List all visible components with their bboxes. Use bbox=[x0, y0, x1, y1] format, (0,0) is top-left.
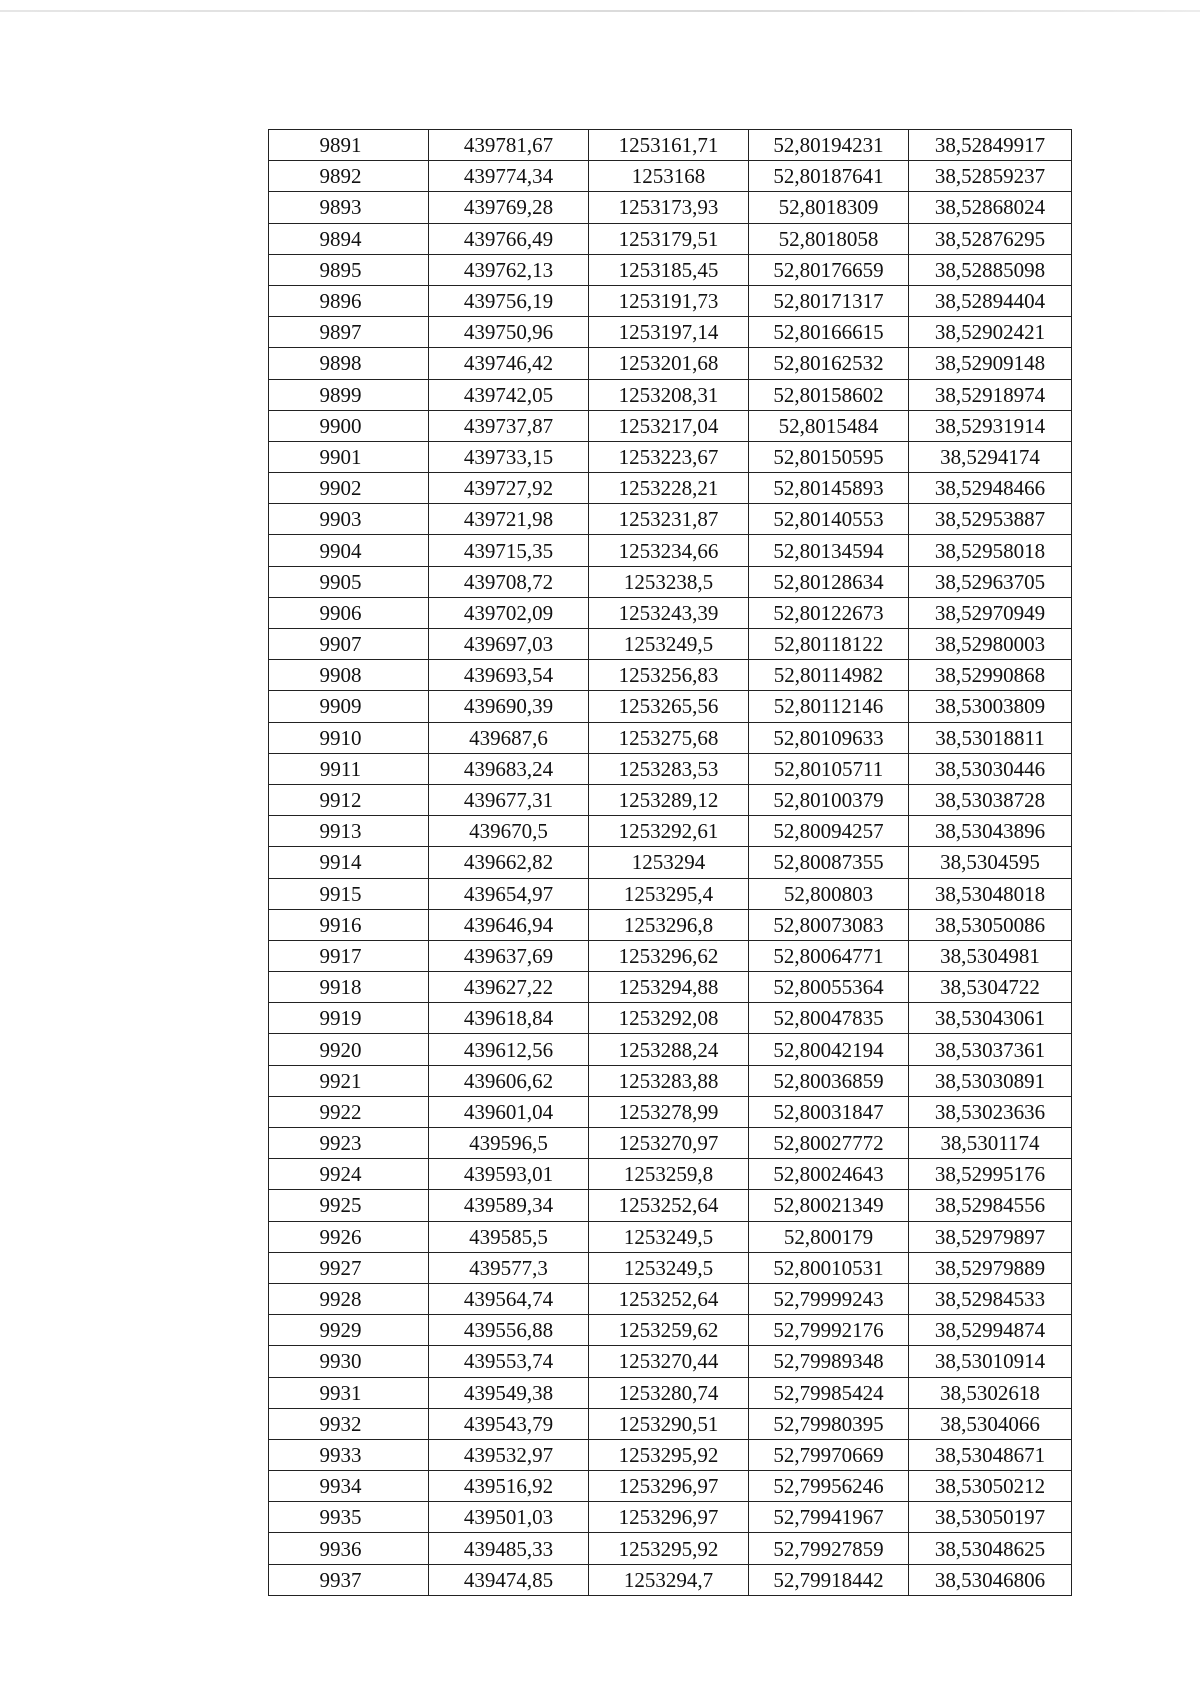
point-number-cell: 9937 bbox=[269, 1564, 429, 1595]
y-coordinate-cell: 1253270,97 bbox=[589, 1128, 749, 1159]
longitude-cell: 38,53050212 bbox=[909, 1471, 1072, 1502]
point-number-cell: 9922 bbox=[269, 1096, 429, 1127]
y-coordinate-cell: 1253243,39 bbox=[589, 597, 749, 628]
longitude-cell: 38,52995176 bbox=[909, 1159, 1072, 1190]
x-coordinate-cell: 439727,92 bbox=[429, 473, 589, 504]
x-coordinate-cell: 439733,15 bbox=[429, 441, 589, 472]
latitude-cell: 52,800803 bbox=[749, 878, 909, 909]
table-row bbox=[269, 1159, 1072, 1190]
y-coordinate-cell: 1253259,62 bbox=[589, 1315, 749, 1346]
longitude-cell: 38,53010914 bbox=[909, 1346, 1072, 1377]
longitude-cell: 38,53018811 bbox=[909, 722, 1072, 753]
latitude-cell: 52,80162532 bbox=[749, 348, 909, 379]
y-coordinate-cell: 1253161,71 bbox=[589, 130, 749, 161]
latitude-cell: 52,79927859 bbox=[749, 1533, 909, 1564]
longitude-cell: 38,52859237 bbox=[909, 161, 1072, 192]
y-coordinate-cell: 1253292,08 bbox=[589, 1003, 749, 1034]
coordinates-table-body bbox=[269, 130, 1072, 1596]
table-row bbox=[269, 847, 1072, 878]
x-coordinate-cell: 439687,6 bbox=[429, 722, 589, 753]
latitude-cell: 52,80027772 bbox=[749, 1128, 909, 1159]
table-row bbox=[269, 1096, 1072, 1127]
point-number-cell: 9933 bbox=[269, 1439, 429, 1470]
table-row bbox=[269, 1128, 1072, 1159]
table-row bbox=[269, 1315, 1072, 1346]
longitude-cell: 38,53046806 bbox=[909, 1564, 1072, 1595]
table-row bbox=[269, 1502, 1072, 1533]
table-row bbox=[269, 1283, 1072, 1314]
latitude-cell: 52,80031847 bbox=[749, 1096, 909, 1127]
point-number-cell: 9928 bbox=[269, 1283, 429, 1314]
table-row bbox=[269, 940, 1072, 971]
table-row bbox=[269, 504, 1072, 535]
y-coordinate-cell: 1253231,87 bbox=[589, 504, 749, 535]
y-coordinate-cell: 1253249,5 bbox=[589, 1221, 749, 1252]
latitude-cell: 52,79999243 bbox=[749, 1283, 909, 1314]
latitude-cell: 52,80100379 bbox=[749, 784, 909, 815]
longitude-cell: 38,53050197 bbox=[909, 1502, 1072, 1533]
x-coordinate-cell: 439693,54 bbox=[429, 660, 589, 691]
latitude-cell: 52,80158602 bbox=[749, 379, 909, 410]
longitude-cell: 38,52868024 bbox=[909, 192, 1072, 223]
y-coordinate-cell: 1253289,12 bbox=[589, 784, 749, 815]
point-number-cell: 9900 bbox=[269, 410, 429, 441]
longitude-cell: 38,52894404 bbox=[909, 285, 1072, 316]
point-number-cell: 9935 bbox=[269, 1502, 429, 1533]
longitude-cell: 38,52931914 bbox=[909, 410, 1072, 441]
x-coordinate-cell: 439746,42 bbox=[429, 348, 589, 379]
latitude-cell: 52,79985424 bbox=[749, 1377, 909, 1408]
longitude-cell: 38,52909148 bbox=[909, 348, 1072, 379]
longitude-cell: 38,5304722 bbox=[909, 972, 1072, 1003]
table-row bbox=[269, 1065, 1072, 1096]
point-number-cell: 9907 bbox=[269, 629, 429, 660]
point-number-cell: 9917 bbox=[269, 940, 429, 971]
y-coordinate-cell: 1253288,24 bbox=[589, 1034, 749, 1065]
point-number-cell: 9896 bbox=[269, 285, 429, 316]
x-coordinate-cell: 439677,31 bbox=[429, 784, 589, 815]
y-coordinate-cell: 1253249,5 bbox=[589, 1252, 749, 1283]
y-coordinate-cell: 1253270,44 bbox=[589, 1346, 749, 1377]
point-number-cell: 9919 bbox=[269, 1003, 429, 1034]
y-coordinate-cell: 1253223,67 bbox=[589, 441, 749, 472]
table-row bbox=[269, 1221, 1072, 1252]
latitude-cell: 52,80134594 bbox=[749, 535, 909, 566]
longitude-cell: 38,52948466 bbox=[909, 473, 1072, 504]
table-row bbox=[269, 660, 1072, 691]
y-coordinate-cell: 1253168 bbox=[589, 161, 749, 192]
y-coordinate-cell: 1253295,92 bbox=[589, 1533, 749, 1564]
longitude-cell: 38,53050086 bbox=[909, 909, 1072, 940]
longitude-cell: 38,53043061 bbox=[909, 1003, 1072, 1034]
table-row bbox=[269, 597, 1072, 628]
table-row bbox=[269, 130, 1072, 161]
y-coordinate-cell: 1253252,64 bbox=[589, 1190, 749, 1221]
latitude-cell: 52,8018309 bbox=[749, 192, 909, 223]
latitude-cell: 52,80010531 bbox=[749, 1252, 909, 1283]
point-number-cell: 9912 bbox=[269, 784, 429, 815]
longitude-cell: 38,5304066 bbox=[909, 1408, 1072, 1439]
x-coordinate-cell: 439532,97 bbox=[429, 1439, 589, 1470]
x-coordinate-cell: 439564,74 bbox=[429, 1283, 589, 1314]
longitude-cell: 38,52970949 bbox=[909, 597, 1072, 628]
point-number-cell: 9909 bbox=[269, 691, 429, 722]
point-number-cell: 9903 bbox=[269, 504, 429, 535]
table-row bbox=[269, 1564, 1072, 1595]
x-coordinate-cell: 439762,13 bbox=[429, 254, 589, 285]
table-row bbox=[269, 161, 1072, 192]
y-coordinate-cell: 1253278,99 bbox=[589, 1096, 749, 1127]
x-coordinate-cell: 439715,35 bbox=[429, 535, 589, 566]
point-number-cell: 9908 bbox=[269, 660, 429, 691]
coordinates-table-container bbox=[268, 129, 1071, 1596]
longitude-cell: 38,52963705 bbox=[909, 566, 1072, 597]
latitude-cell: 52,79941967 bbox=[749, 1502, 909, 1533]
x-coordinate-cell: 439721,98 bbox=[429, 504, 589, 535]
y-coordinate-cell: 1253265,56 bbox=[589, 691, 749, 722]
point-number-cell: 9893 bbox=[269, 192, 429, 223]
latitude-cell: 52,80055364 bbox=[749, 972, 909, 1003]
y-coordinate-cell: 1253296,97 bbox=[589, 1502, 749, 1533]
longitude-cell: 38,53023636 bbox=[909, 1096, 1072, 1127]
table-row bbox=[269, 1003, 1072, 1034]
latitude-cell: 52,80087355 bbox=[749, 847, 909, 878]
x-coordinate-cell: 439683,24 bbox=[429, 753, 589, 784]
table-row bbox=[269, 1439, 1072, 1470]
x-coordinate-cell: 439485,33 bbox=[429, 1533, 589, 1564]
longitude-cell: 38,52984556 bbox=[909, 1190, 1072, 1221]
latitude-cell: 52,80109633 bbox=[749, 722, 909, 753]
latitude-cell: 52,80118122 bbox=[749, 629, 909, 660]
latitude-cell: 52,80187641 bbox=[749, 161, 909, 192]
longitude-cell: 38,5304981 bbox=[909, 940, 1072, 971]
x-coordinate-cell: 439553,74 bbox=[429, 1346, 589, 1377]
x-coordinate-cell: 439585,5 bbox=[429, 1221, 589, 1252]
table-row bbox=[269, 691, 1072, 722]
point-number-cell: 9901 bbox=[269, 441, 429, 472]
longitude-cell: 38,52876295 bbox=[909, 223, 1072, 254]
table-row bbox=[269, 1408, 1072, 1439]
latitude-cell: 52,79970669 bbox=[749, 1439, 909, 1470]
y-coordinate-cell: 1253173,93 bbox=[589, 192, 749, 223]
y-coordinate-cell: 1253283,53 bbox=[589, 753, 749, 784]
x-coordinate-cell: 439670,5 bbox=[429, 816, 589, 847]
longitude-cell: 38,5302618 bbox=[909, 1377, 1072, 1408]
longitude-cell: 38,52849917 bbox=[909, 130, 1072, 161]
x-coordinate-cell: 439708,72 bbox=[429, 566, 589, 597]
latitude-cell: 52,79918442 bbox=[749, 1564, 909, 1595]
x-coordinate-cell: 439737,87 bbox=[429, 410, 589, 441]
longitude-cell: 38,5304595 bbox=[909, 847, 1072, 878]
table-row bbox=[269, 1034, 1072, 1065]
longitude-cell: 38,53037361 bbox=[909, 1034, 1072, 1065]
scan-top-edge bbox=[0, 10, 1200, 12]
table-row bbox=[269, 441, 1072, 472]
longitude-cell: 38,53048671 bbox=[909, 1439, 1072, 1470]
x-coordinate-cell: 439501,03 bbox=[429, 1502, 589, 1533]
x-coordinate-cell: 439697,03 bbox=[429, 629, 589, 660]
table-row bbox=[269, 1533, 1072, 1564]
table-row bbox=[269, 410, 1072, 441]
latitude-cell: 52,80114982 bbox=[749, 660, 909, 691]
x-coordinate-cell: 439596,5 bbox=[429, 1128, 589, 1159]
y-coordinate-cell: 1253275,68 bbox=[589, 722, 749, 753]
y-coordinate-cell: 1253296,8 bbox=[589, 909, 749, 940]
table-row bbox=[269, 629, 1072, 660]
point-number-cell: 9906 bbox=[269, 597, 429, 628]
longitude-cell: 38,52990868 bbox=[909, 660, 1072, 691]
point-number-cell: 9891 bbox=[269, 130, 429, 161]
x-coordinate-cell: 439774,34 bbox=[429, 161, 589, 192]
y-coordinate-cell: 1253252,64 bbox=[589, 1283, 749, 1314]
point-number-cell: 9918 bbox=[269, 972, 429, 1003]
longitude-cell: 38,52980003 bbox=[909, 629, 1072, 660]
latitude-cell: 52,80036859 bbox=[749, 1065, 909, 1096]
table-row bbox=[269, 1471, 1072, 1502]
longitude-cell: 38,52979889 bbox=[909, 1252, 1072, 1283]
latitude-cell: 52,80024643 bbox=[749, 1159, 909, 1190]
table-row bbox=[269, 816, 1072, 847]
y-coordinate-cell: 1253228,21 bbox=[589, 473, 749, 504]
latitude-cell: 52,80073083 bbox=[749, 909, 909, 940]
latitude-cell: 52,80171317 bbox=[749, 285, 909, 316]
x-coordinate-cell: 439756,19 bbox=[429, 285, 589, 316]
longitude-cell: 38,52902421 bbox=[909, 317, 1072, 348]
latitude-cell: 52,8015484 bbox=[749, 410, 909, 441]
x-coordinate-cell: 439646,94 bbox=[429, 909, 589, 940]
longitude-cell: 38,53030446 bbox=[909, 753, 1072, 784]
longitude-cell: 38,52979897 bbox=[909, 1221, 1072, 1252]
table-row bbox=[269, 722, 1072, 753]
longitude-cell: 38,53048018 bbox=[909, 878, 1072, 909]
longitude-cell: 38,52984533 bbox=[909, 1283, 1072, 1314]
y-coordinate-cell: 1253197,14 bbox=[589, 317, 749, 348]
longitude-cell: 38,5294174 bbox=[909, 441, 1072, 472]
x-coordinate-cell: 439702,09 bbox=[429, 597, 589, 628]
y-coordinate-cell: 1253238,5 bbox=[589, 566, 749, 597]
x-coordinate-cell: 439543,79 bbox=[429, 1408, 589, 1439]
y-coordinate-cell: 1253294,88 bbox=[589, 972, 749, 1003]
y-coordinate-cell: 1253191,73 bbox=[589, 285, 749, 316]
point-number-cell: 9929 bbox=[269, 1315, 429, 1346]
longitude-cell: 38,52953887 bbox=[909, 504, 1072, 535]
point-number-cell: 9921 bbox=[269, 1065, 429, 1096]
x-coordinate-cell: 439750,96 bbox=[429, 317, 589, 348]
table-row bbox=[269, 909, 1072, 940]
y-coordinate-cell: 1253294,7 bbox=[589, 1564, 749, 1595]
longitude-cell: 38,53043896 bbox=[909, 816, 1072, 847]
longitude-cell: 38,52958018 bbox=[909, 535, 1072, 566]
table-row bbox=[269, 535, 1072, 566]
x-coordinate-cell: 439769,28 bbox=[429, 192, 589, 223]
table-row bbox=[269, 1377, 1072, 1408]
point-number-cell: 9916 bbox=[269, 909, 429, 940]
table-row bbox=[269, 784, 1072, 815]
point-number-cell: 9897 bbox=[269, 317, 429, 348]
point-number-cell: 9894 bbox=[269, 223, 429, 254]
table-row bbox=[269, 566, 1072, 597]
x-coordinate-cell: 439612,56 bbox=[429, 1034, 589, 1065]
latitude-cell: 52,80122673 bbox=[749, 597, 909, 628]
point-number-cell: 9914 bbox=[269, 847, 429, 878]
point-number-cell: 9925 bbox=[269, 1190, 429, 1221]
y-coordinate-cell: 1253295,4 bbox=[589, 878, 749, 909]
x-coordinate-cell: 439556,88 bbox=[429, 1315, 589, 1346]
y-coordinate-cell: 1253294 bbox=[589, 847, 749, 878]
y-coordinate-cell: 1253217,04 bbox=[589, 410, 749, 441]
table-row bbox=[269, 348, 1072, 379]
latitude-cell: 52,80145893 bbox=[749, 473, 909, 504]
longitude-cell: 38,53048625 bbox=[909, 1533, 1072, 1564]
table-row bbox=[269, 972, 1072, 1003]
y-coordinate-cell: 1253283,88 bbox=[589, 1065, 749, 1096]
table-row bbox=[269, 473, 1072, 504]
y-coordinate-cell: 1253280,74 bbox=[589, 1377, 749, 1408]
point-number-cell: 9913 bbox=[269, 816, 429, 847]
x-coordinate-cell: 439549,38 bbox=[429, 1377, 589, 1408]
longitude-cell: 38,53003809 bbox=[909, 691, 1072, 722]
longitude-cell: 38,53030891 bbox=[909, 1065, 1072, 1096]
y-coordinate-cell: 1253296,97 bbox=[589, 1471, 749, 1502]
latitude-cell: 52,80047835 bbox=[749, 1003, 909, 1034]
y-coordinate-cell: 1253295,92 bbox=[589, 1439, 749, 1470]
point-number-cell: 9927 bbox=[269, 1252, 429, 1283]
point-number-cell: 9924 bbox=[269, 1159, 429, 1190]
latitude-cell: 52,80105711 bbox=[749, 753, 909, 784]
x-coordinate-cell: 439606,62 bbox=[429, 1065, 589, 1096]
y-coordinate-cell: 1253201,68 bbox=[589, 348, 749, 379]
y-coordinate-cell: 1253292,61 bbox=[589, 816, 749, 847]
latitude-cell: 52,80064771 bbox=[749, 940, 909, 971]
table-row bbox=[269, 223, 1072, 254]
point-number-cell: 9905 bbox=[269, 566, 429, 597]
y-coordinate-cell: 1253259,8 bbox=[589, 1159, 749, 1190]
point-number-cell: 9936 bbox=[269, 1533, 429, 1564]
latitude-cell: 52,80166615 bbox=[749, 317, 909, 348]
table-row bbox=[269, 1190, 1072, 1221]
longitude-cell: 38,52885098 bbox=[909, 254, 1072, 285]
x-coordinate-cell: 439781,67 bbox=[429, 130, 589, 161]
x-coordinate-cell: 439589,34 bbox=[429, 1190, 589, 1221]
point-number-cell: 9920 bbox=[269, 1034, 429, 1065]
y-coordinate-cell: 1253185,45 bbox=[589, 254, 749, 285]
point-number-cell: 9895 bbox=[269, 254, 429, 285]
point-number-cell: 9923 bbox=[269, 1128, 429, 1159]
point-number-cell: 9930 bbox=[269, 1346, 429, 1377]
x-coordinate-cell: 439474,85 bbox=[429, 1564, 589, 1595]
table-row bbox=[269, 379, 1072, 410]
latitude-cell: 52,80094257 bbox=[749, 816, 909, 847]
x-coordinate-cell: 439577,3 bbox=[429, 1252, 589, 1283]
table-row bbox=[269, 878, 1072, 909]
point-number-cell: 9915 bbox=[269, 878, 429, 909]
latitude-cell: 52,79980395 bbox=[749, 1408, 909, 1439]
longitude-cell: 38,5301174 bbox=[909, 1128, 1072, 1159]
point-number-cell: 9902 bbox=[269, 473, 429, 504]
latitude-cell: 52,80112146 bbox=[749, 691, 909, 722]
longitude-cell: 38,52994874 bbox=[909, 1315, 1072, 1346]
x-coordinate-cell: 439690,39 bbox=[429, 691, 589, 722]
longitude-cell: 38,52918974 bbox=[909, 379, 1072, 410]
point-number-cell: 9931 bbox=[269, 1377, 429, 1408]
x-coordinate-cell: 439637,69 bbox=[429, 940, 589, 971]
y-coordinate-cell: 1253249,5 bbox=[589, 629, 749, 660]
latitude-cell: 52,80194231 bbox=[749, 130, 909, 161]
latitude-cell: 52,800179 bbox=[749, 1221, 909, 1252]
x-coordinate-cell: 439766,49 bbox=[429, 223, 589, 254]
table-row bbox=[269, 1252, 1072, 1283]
point-number-cell: 9899 bbox=[269, 379, 429, 410]
point-number-cell: 9911 bbox=[269, 753, 429, 784]
table-row bbox=[269, 285, 1072, 316]
y-coordinate-cell: 1253296,62 bbox=[589, 940, 749, 971]
x-coordinate-cell: 439654,97 bbox=[429, 878, 589, 909]
x-coordinate-cell: 439593,01 bbox=[429, 1159, 589, 1190]
y-coordinate-cell: 1253256,83 bbox=[589, 660, 749, 691]
latitude-cell: 52,79956246 bbox=[749, 1471, 909, 1502]
point-number-cell: 9904 bbox=[269, 535, 429, 566]
table-row bbox=[269, 317, 1072, 348]
x-coordinate-cell: 439516,92 bbox=[429, 1471, 589, 1502]
table-row bbox=[269, 254, 1072, 285]
point-number-cell: 9898 bbox=[269, 348, 429, 379]
point-number-cell: 9932 bbox=[269, 1408, 429, 1439]
x-coordinate-cell: 439662,82 bbox=[429, 847, 589, 878]
table-row bbox=[269, 1346, 1072, 1377]
y-coordinate-cell: 1253179,51 bbox=[589, 223, 749, 254]
table-row bbox=[269, 753, 1072, 784]
point-number-cell: 9910 bbox=[269, 722, 429, 753]
latitude-cell: 52,80021349 bbox=[749, 1190, 909, 1221]
x-coordinate-cell: 439627,22 bbox=[429, 972, 589, 1003]
latitude-cell: 52,79992176 bbox=[749, 1315, 909, 1346]
coordinates-table bbox=[268, 129, 1072, 1596]
latitude-cell: 52,80176659 bbox=[749, 254, 909, 285]
table-row bbox=[269, 192, 1072, 223]
point-number-cell: 9892 bbox=[269, 161, 429, 192]
y-coordinate-cell: 1253234,66 bbox=[589, 535, 749, 566]
y-coordinate-cell: 1253208,31 bbox=[589, 379, 749, 410]
latitude-cell: 52,8018058 bbox=[749, 223, 909, 254]
x-coordinate-cell: 439742,05 bbox=[429, 379, 589, 410]
latitude-cell: 52,80128634 bbox=[749, 566, 909, 597]
point-number-cell: 9926 bbox=[269, 1221, 429, 1252]
latitude-cell: 52,80042194 bbox=[749, 1034, 909, 1065]
y-coordinate-cell: 1253290,51 bbox=[589, 1408, 749, 1439]
latitude-cell: 52,80140553 bbox=[749, 504, 909, 535]
latitude-cell: 52,79989348 bbox=[749, 1346, 909, 1377]
longitude-cell: 38,53038728 bbox=[909, 784, 1072, 815]
x-coordinate-cell: 439601,04 bbox=[429, 1096, 589, 1127]
x-coordinate-cell: 439618,84 bbox=[429, 1003, 589, 1034]
latitude-cell: 52,80150595 bbox=[749, 441, 909, 472]
point-number-cell: 9934 bbox=[269, 1471, 429, 1502]
